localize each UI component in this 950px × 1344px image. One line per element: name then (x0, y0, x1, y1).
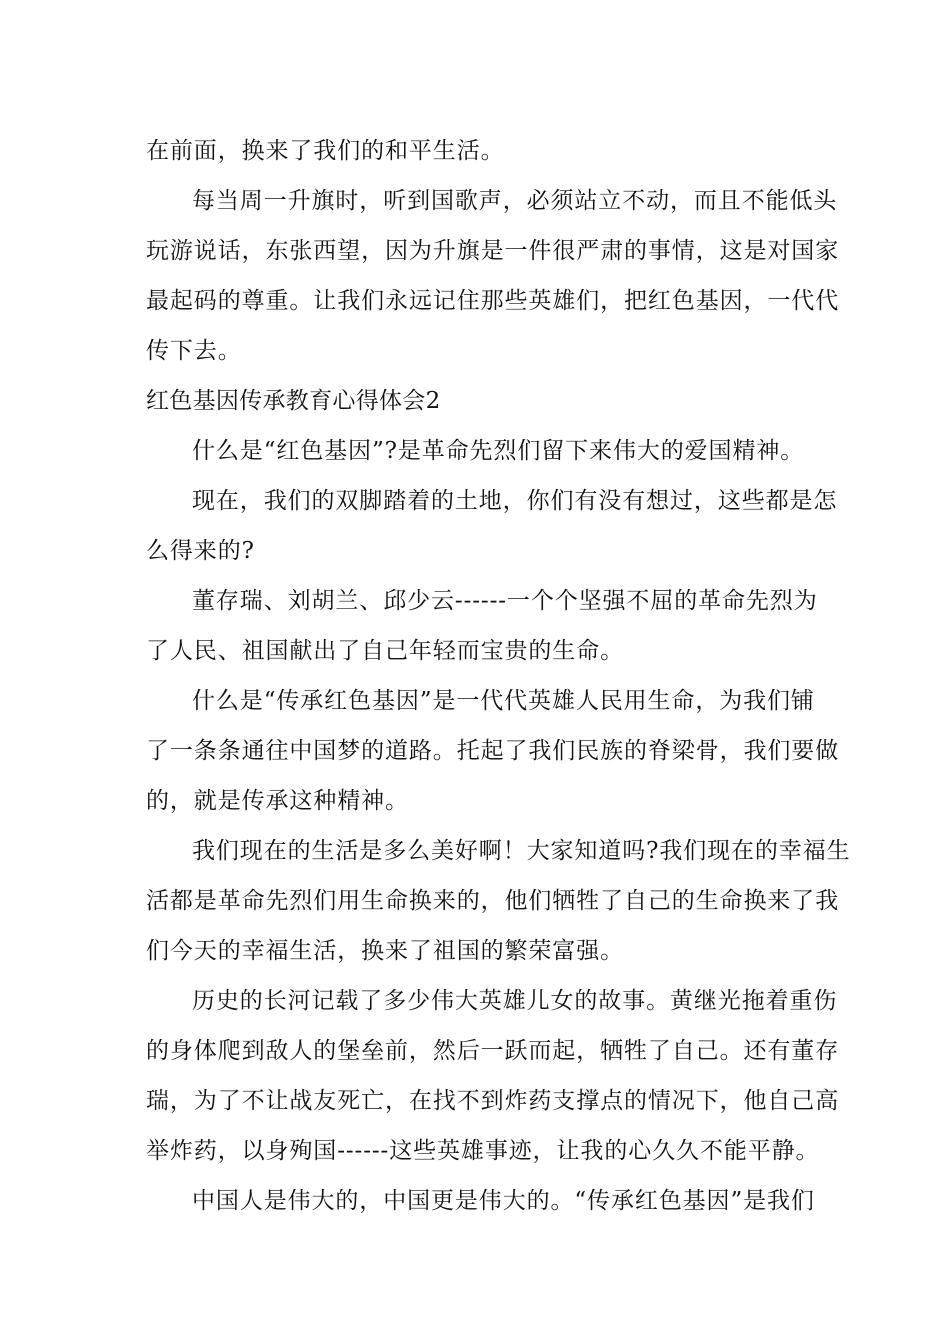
paragraph-line: 每当周一升旗时，听到国歌声，必须站立不动，而且不能低头 (192, 188, 838, 214)
paragraph-line: 么得来的? (146, 538, 255, 564)
paragraph-line: 的身体爬到敌人的堡垒前，然后一跃而起，牺牲了自己。还有董存 (146, 1038, 840, 1064)
paragraph-line: 举炸药，以身殉国------这些英雄事迹，让我的心久久不能平静。 (146, 1138, 820, 1164)
paragraph-line: 最起码的尊重。让我们永远记住那些英雄们，把红色基因，一代代 (146, 288, 840, 314)
paragraph-line: 我们现在的生活是多么美好啊！大家知道吗?我们现在的幸福生 (192, 838, 851, 864)
paragraph-line: 传下去。 (146, 338, 242, 364)
paragraph-line: 中国人是伟大的，中国更是伟大的。“传承红色基因”是我们 (192, 1188, 815, 1214)
paragraph-line: 了一条条通往中国梦的道路。托起了我们民族的脊梁骨，我们要做 (146, 738, 840, 764)
paragraph-line: 活都是革命先烈们用生命换来的，他们牺牲了自己的生命换来了我 (146, 888, 840, 914)
paragraph-line: 现在，我们的双脚踏着的土地，你们有没有想过，这些都是怎 (192, 488, 838, 514)
section-heading: 红色基因传承教育心得体会2 (146, 388, 441, 414)
paragraph-line: 在前面，换来了我们的和平生活。 (146, 138, 505, 164)
paragraph-line: 瑞，为了不让战友死亡，在找不到炸药支撑点的情况下，他自己高 (146, 1088, 840, 1114)
paragraph-line: 了人民、祖国献出了自己年轻而宝贵的生命。 (146, 638, 624, 664)
paragraph-line: 玩游说话，东张西望，因为升旗是一件很严肃的事情，这是对国家 (146, 238, 840, 264)
paragraph-line: 历史的长河记载了多少伟大英雄儿女的故事。黄继光拖着重伤 (192, 988, 838, 1014)
paragraph-line: 们今天的幸福生活，换来了祖国的繁荣富强。 (146, 938, 624, 964)
paragraph-line: 什么是“红色基因”?是革命先烈们留下来伟大的爱国精神。 (192, 438, 805, 464)
paragraph-line: 什么是“传承红色基因”是一代代英雄人民用生命，为我们铺 (192, 688, 815, 714)
paragraph-line: 的，就是传承这种精神。 (146, 788, 409, 814)
paragraph-line: 董存瑞、刘胡兰、邱少云------一个个坚强不屈的革命先烈为 (192, 588, 818, 614)
